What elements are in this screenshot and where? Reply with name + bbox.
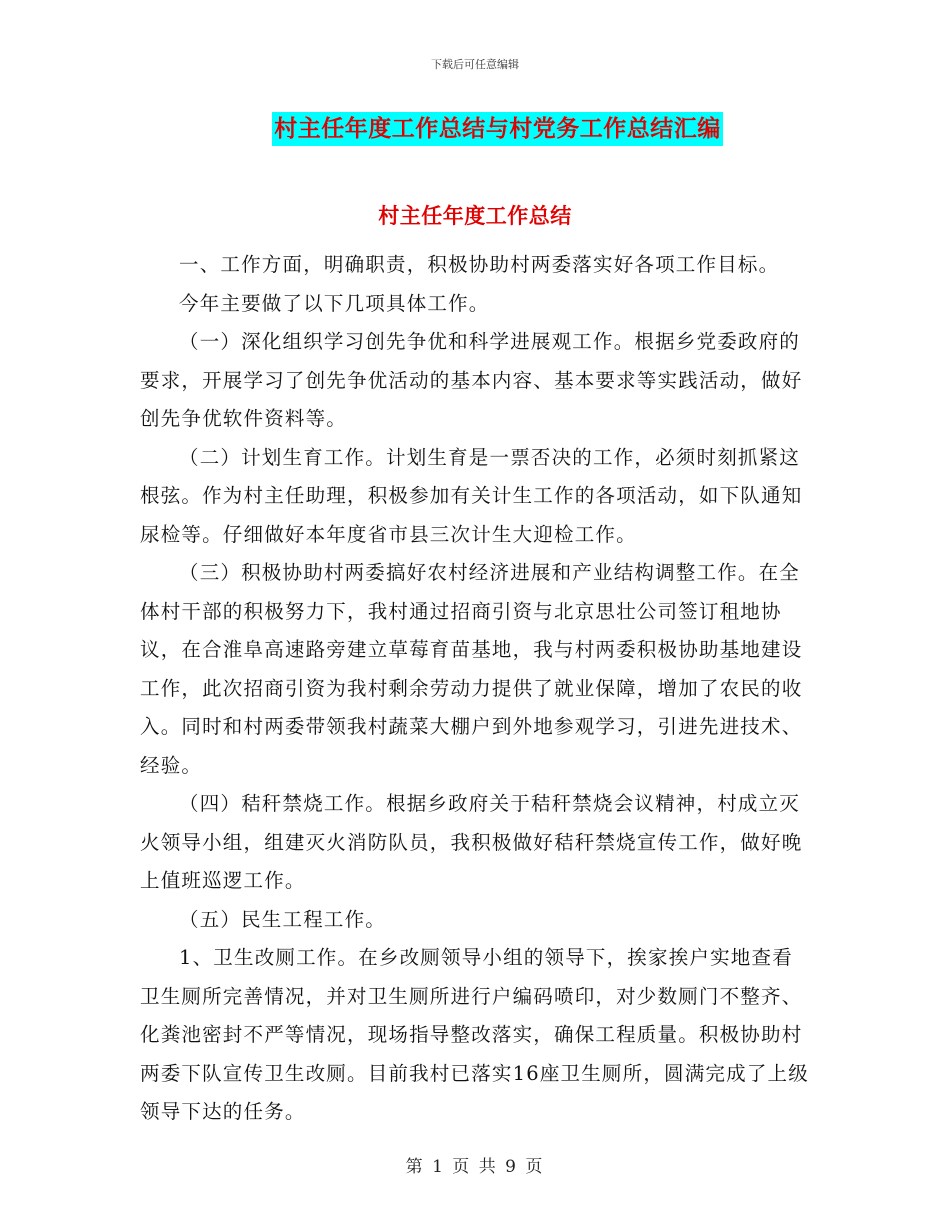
paragraph: 今年主要做了以下几项具体工作。	[179, 291, 490, 315]
section-title: 村主任年度工作总结	[378, 204, 572, 228]
paragraph: 1、卫生改厕工作。在乡改厕领导小组的领导下，挨家挨户实地查看卫生厕所完善情况，并对卫生厕所进行户编码喷印，对少数厕门不整齐、化粪池密封不严等情况，现场指导整改落实，确保工程质量。积极协助村两委下队宣传卫生改厕。目前我村已落实16座卫生厕所，圆满完成了上级领导下达的任务。	[140, 946, 809, 1123]
header-note: 下载后可任意编辑	[431, 58, 519, 71]
main-title-container	[0, 112, 950, 146]
paragraph: 一、工作方面，明确职责，积极协助村两委落实好各项工作目标。	[179, 253, 780, 276]
paragraph: （三）积极协助村两委搞好农村经济进展和产业结构调整工作。在全体村干部的积极努力下，我村通过招商引资与北京思壮公司签订租地协议，在合淮阜高速路旁建立草莓育苗基地，我与村两委积极协助基地建设工作，此次招商引资为我村剩余劳动力提供了就业保障，增加了农民的收入。同时和村两委带领我村蔬菜大棚户到外地参观学习，引进先进技术、经验。	[140, 561, 803, 777]
paragraph: （二）计划生育工作。计划生育是一票否决的工作，必须时刻抓紧这根弦。作为村主任助理，积极参加有关计生工作的各项活动，如下队通知尿检等。仔细做好本年度省市县三次计生大迎检工作。	[140, 445, 803, 546]
page-number-footer: 第 1 页 共 9 页	[405, 1157, 545, 1177]
paragraph: （四）秸秆禁烧工作。根据乡政府关于秸秆禁烧会议精神，村成立灭火领导小组，组建灭火消防队员，我积极做好秸秆禁烧宣传工作，做好晚上值班巡逻工作。	[140, 792, 803, 892]
paragraph: （一）深化组织学习创先争优和科学进展观工作。根据乡党委政府的要求，开展学习了创先争优活动的基本内容、基本要求等实践活动，做好创先争优软件资料等。	[140, 330, 803, 430]
paragraph: （五）民生工程工作。	[179, 907, 387, 931]
main-title: 村主任年度工作总结与村党务工作总结汇编	[272, 112, 723, 146]
document-body	[140, 246, 812, 1132]
